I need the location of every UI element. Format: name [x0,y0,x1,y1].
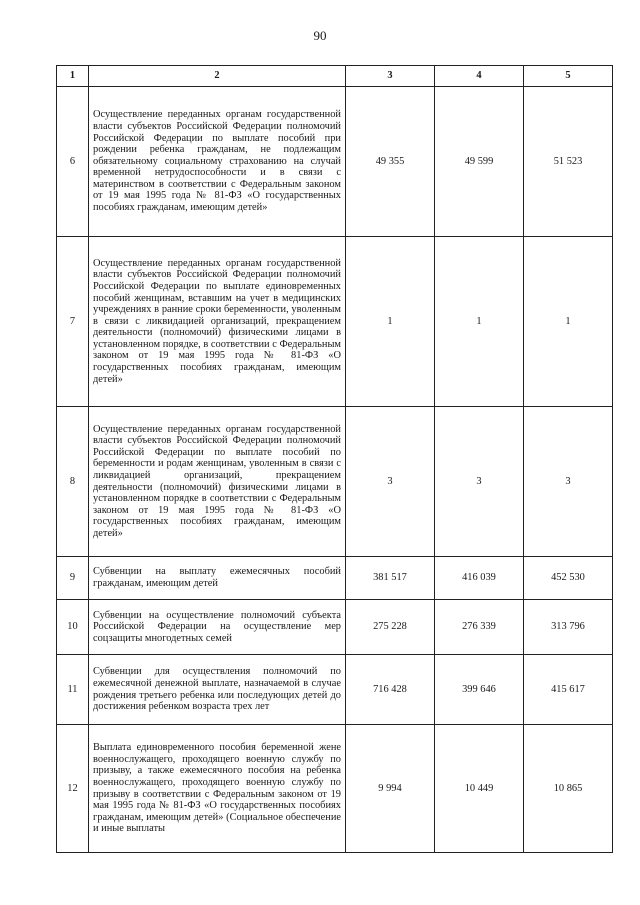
row-number: 11 [57,655,89,725]
column-header-1: 1 [57,66,89,87]
row-description: Выплата единовременного пособия беременной жене военнослужащего, проходящего военную службу по призыву, а также ежемесячного пособия на ребенка военнослужащего, проходящего военную службу по призыву в соответствии с Федеральным законом от 19 мая 1995 года № 81-ФЗ «О государственных пособиях гражданам, имеющим детей» (Социальное обеспечение и иные выплаты [89,725,346,853]
table-row [57,557,613,600]
table-row [57,407,613,557]
row-value-col3: 716 428 [346,655,435,725]
row-description: Осуществление переданных органам государственной власти субъектов Российской Федерации полномочий Российской Федерации по выплате пособий при рождении ребенка гражданам, не подлежащим обязательному социальному страхованию на случай временной нетрудоспособности и в связи с материнством в соответствии с Федеральным законом от 19 мая 1995 года № 81-ФЗ «О государственных пособиях гражданам, имеющим детей» [89,87,346,237]
row-number: 8 [57,407,89,557]
row-value-col4: 3 [435,407,524,557]
page-number: 90 [313,28,327,43]
row-value-col5: 3 [524,407,613,557]
row-value-col4: 1 [435,237,524,407]
row-value-col3: 3 [346,407,435,557]
row-value-col5: 1 [524,237,613,407]
row-value-col4: 276 339 [435,600,524,655]
column-header-4: 4 [435,66,524,87]
table-row [57,655,613,725]
row-value-col5: 51 523 [524,87,613,237]
row-value-col4: 399 646 [435,655,524,725]
row-number: 6 [57,87,89,237]
row-value-col4: 49 599 [435,87,524,237]
row-value-col4: 416 039 [435,557,524,600]
row-description: Осуществление переданных органам государственной власти субъектов Российской Федерации полномочий Российской Федерации по выплате единовременных пособий женщинам, вставшим на учет в медицинских учреждениях в ранние сроки беременности, уволенным в связи с ликвидацией организаций, прекращением деятельности (полномочий) физическими лицами в установленном порядке, в соответствии с Федеральным законом от 19 мая 1995 года № 81-ФЗ «О государственных пособиях гражданам, имеющим детей» [89,237,346,407]
row-value-col3: 275 228 [346,600,435,655]
row-description: Субвенции на осуществление полномочий субъекта Российской Федерации на осуществление мер соцзащиты многодетных семей [89,600,346,655]
table-header-row [57,66,613,87]
table-row [57,87,613,237]
column-header-3: 3 [346,66,435,87]
row-value-col3: 49 355 [346,87,435,237]
row-number: 12 [57,725,89,853]
row-value-col5: 452 530 [524,557,613,600]
row-number: 9 [57,557,89,600]
column-header-2: 2 [89,66,346,87]
budget-table [56,65,613,853]
row-number: 10 [57,600,89,655]
table-row [57,725,613,853]
row-description: Осуществление переданных органам государственной власти субъектов Российской Федерации полномочий Российской Федерации по выплате пособий по беременности и родам женщинам, уволенным в связи с ликвидацией организаций, прекращением деятельности (полномочий) физическими лицами в установленном порядке в соответствии с Федеральным законом от 19 мая 1995 года № 81-ФЗ «О государственных пособиях гражданам, имеющим детей» [89,407,346,557]
row-value-col3: 381 517 [346,557,435,600]
row-value-col3: 1 [346,237,435,407]
row-number: 7 [57,237,89,407]
table-row [57,237,613,407]
row-value-col5: 10 865 [524,725,613,853]
row-value-col5: 313 796 [524,600,613,655]
row-value-col3: 9 994 [346,725,435,853]
column-header-5: 5 [524,66,613,87]
row-description: Субвенции для осуществления полномочий по ежемесячной денежной выплате, назначаемой в случае рождения третьего ребенка или последующих детей до достижения ребенком возраста трех лет [89,655,346,725]
row-value-col5: 415 617 [524,655,613,725]
table-row [57,600,613,655]
row-description: Субвенции на выплату ежемесячных пособий гражданам, имеющим детей [89,557,346,600]
row-value-col4: 10 449 [435,725,524,853]
